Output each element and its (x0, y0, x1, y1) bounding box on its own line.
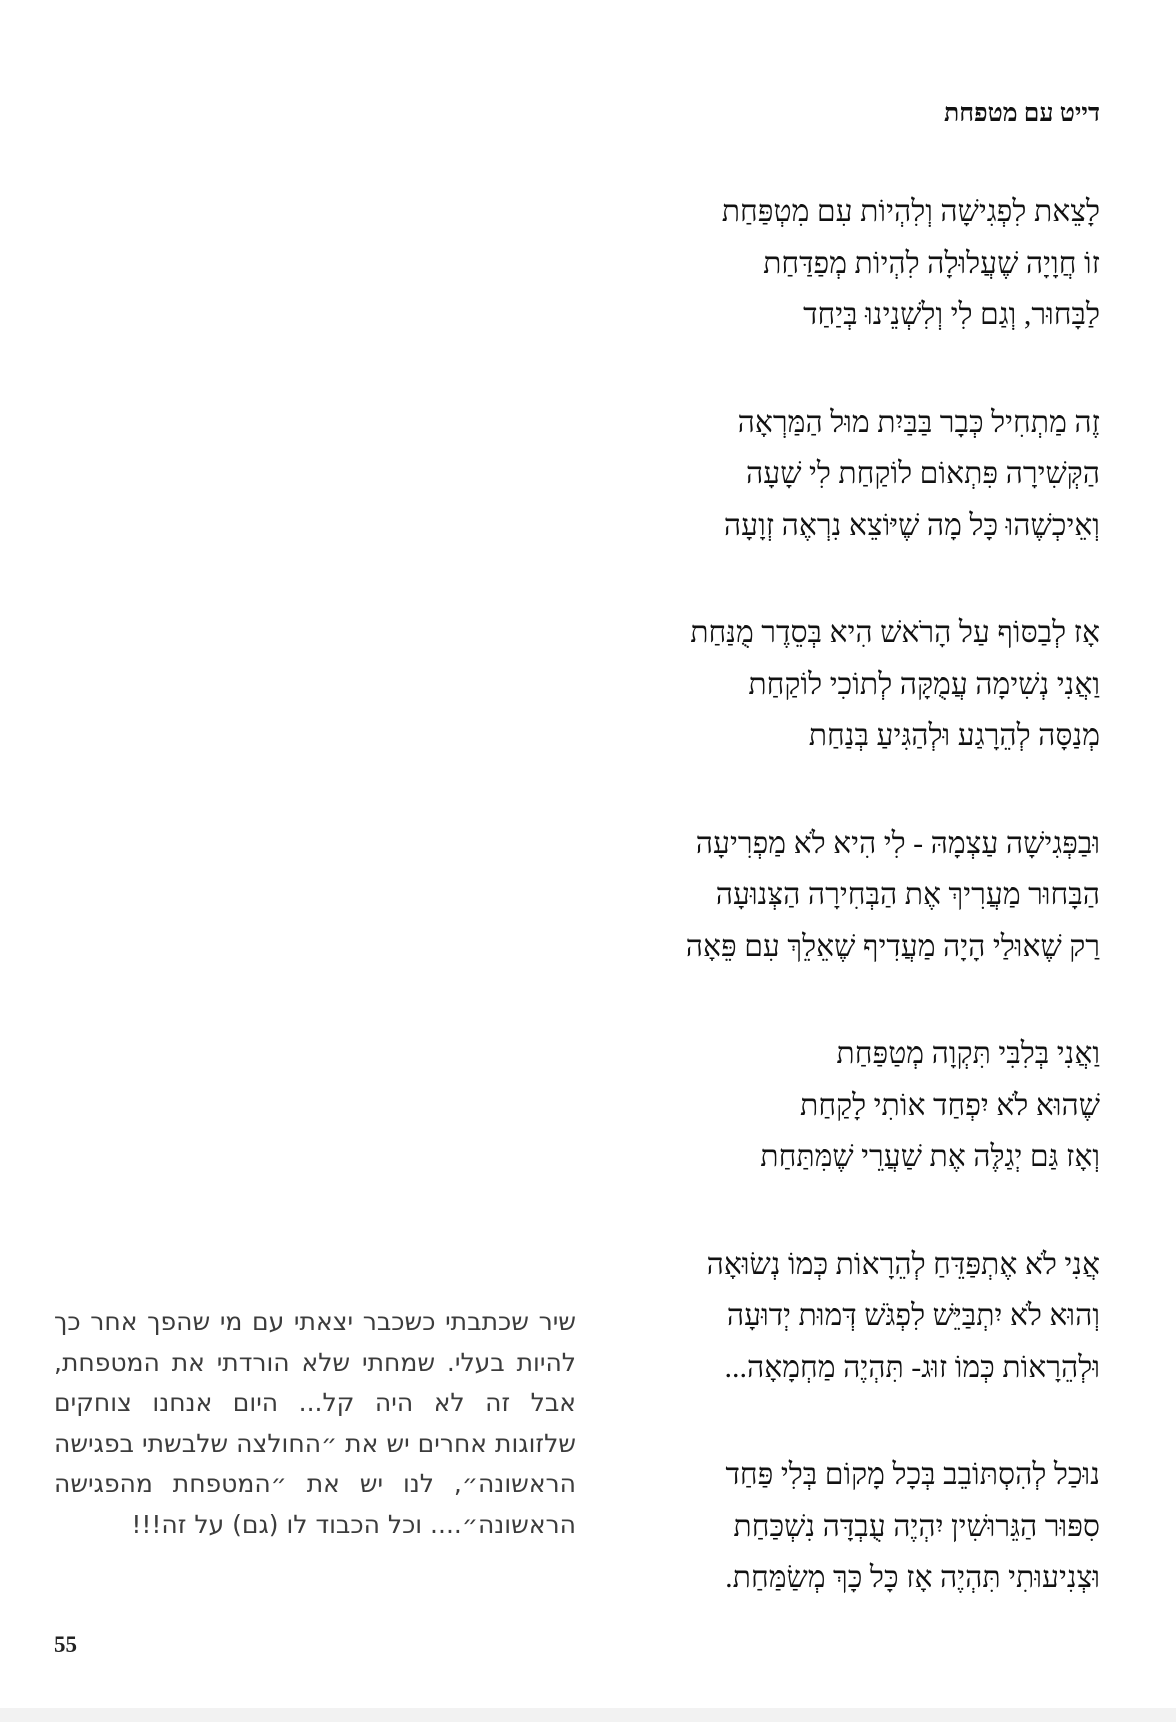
poem-line: זֶה מַתְחִיל כְּבָר בַּבַּיִת מוּל הַמַּרְאָה (737, 405, 1100, 439)
poem-line: הַקְּשִׁירָה פִּתְאוֹם לוֹקַחַת לִי שָׁעָה (745, 457, 1100, 490)
poem-stanza (540, 397, 1100, 552)
poem-line: וַאֲנִי נְשִׁימָה עֲמֻקָּה לְתוֹכִי לוֹקַחַת (748, 667, 1100, 701)
poem-line: הַבָּחוּר מַעֲרִיךְ אֶת הַבְּחִירָה הַצְּנוּעָה (715, 878, 1100, 911)
poem-line: לָצֵאת לִפְגִישָׁה וְלִהְיוֹת עִם מִטְפַּחַת (721, 195, 1100, 228)
poem-line: וַאֲנִי בְּלִבִּי תִּקְוָה מְטַפַּחַת (836, 1037, 1100, 1070)
poem-stanza (540, 186, 1100, 341)
poem-line: וְאָז גַּם יְגַלֶּה אֶת שַׁעֲרֵי שֶׁמִּתַּחַת (760, 1140, 1100, 1173)
poem-title: דייט עם מטפחת (943, 100, 1100, 127)
poem-line: רַק שֶׁאוּלַי הָיָה מַעֲדִיף שֶׁאֵלֵךְ עִם פֵּאָה (685, 929, 1100, 963)
poem-stanza (540, 1028, 1100, 1183)
poem-line: וּבַפְּגִישָׁה עַצְמָהּ - לִי הִיא לֹא מַפְרִיעָה (695, 826, 1100, 860)
poem-line: אָז לְבַסּוֹף עַל הָרֹאשׁ הִיא בְּסֵדֶר מֻנַּחַת (690, 616, 1100, 649)
poem-stanza (540, 818, 1100, 973)
poem-line: וְהוּא לֹא יִתְבַּיֵּשׁ לִפְגֹּשׁ דְּמוּת יְדוּעָה (726, 1299, 1100, 1332)
poem-line: אֲנִי לֹא אֶתְפַּדֵּחַ לְהֵרָאוֹת כְּמוֹ נְשׂוּאָה (706, 1247, 1100, 1281)
author-note: שיר שכתבתי כשכבר יצאתי עם מי שהפך אחר כך להיות בעלי. שמחתי שלא הורדתי את המטפחת, אבל זה לא היה קל... היום אנחנו צוחקים שלזוגות אחרים יש את ״החולצה שלבשתי בפגישה הראשונה״, לנו יש את ״המטפחת מהפגישה הראשונה״.... וכל הכבוד לו (גם) על זה!!! (54, 1307, 576, 1539)
poem-line: סִפּוּר הַגֵּרוּשִׁין יִהְיֶה עֻבְדָּה נִשְׁכַּחַת (733, 1509, 1100, 1543)
poem-line: זוֹ חֲוָיָה שֶׁעֲלוּלָה לִהְיוֹת מְפַדַּחַת (763, 246, 1100, 280)
poem-line: לַבָּחוּר, וְגַם לִי וְלִשְׁנֵינוּ בְּיַחַד (803, 298, 1100, 331)
page-bottom-edge (0, 1708, 1176, 1722)
poem-stanza (540, 1449, 1100, 1604)
poem-stanza (540, 1239, 1100, 1394)
poem-body (540, 186, 1100, 1660)
poem-line: וּצְנִיעוּתִי תִּהְיֶה אָז כָּל כָּךְ מְשַׂמַּחַת. (725, 1561, 1100, 1594)
page-number: 55 (54, 1632, 77, 1657)
poem-line: מְנַסָּה לְהֵרָגַע וּלְהַגִּיעַ בְּנַחַת (808, 719, 1100, 752)
poem-line: וְאֵיכְשֶׁהוּ כָּל מָה שֶׁיּוֹצֵא נִרְאֶה זְוָעָה (723, 508, 1100, 542)
poem-line: נוּכַל לְהִסְתּוֹבֵב בְּכָל מָקוֹם בְּלִי פַּחַד (725, 1458, 1100, 1491)
poem-stanza (540, 607, 1100, 762)
poem-line: וּלְהֵרָאוֹת כְּמוֹ זוּג- תִּהְיֶה מַחְמָאָה... (724, 1350, 1100, 1384)
poem-line: שֶׁהוּא לֹא יִפְחַד אוֹתִי לָקַחַת (800, 1088, 1100, 1122)
